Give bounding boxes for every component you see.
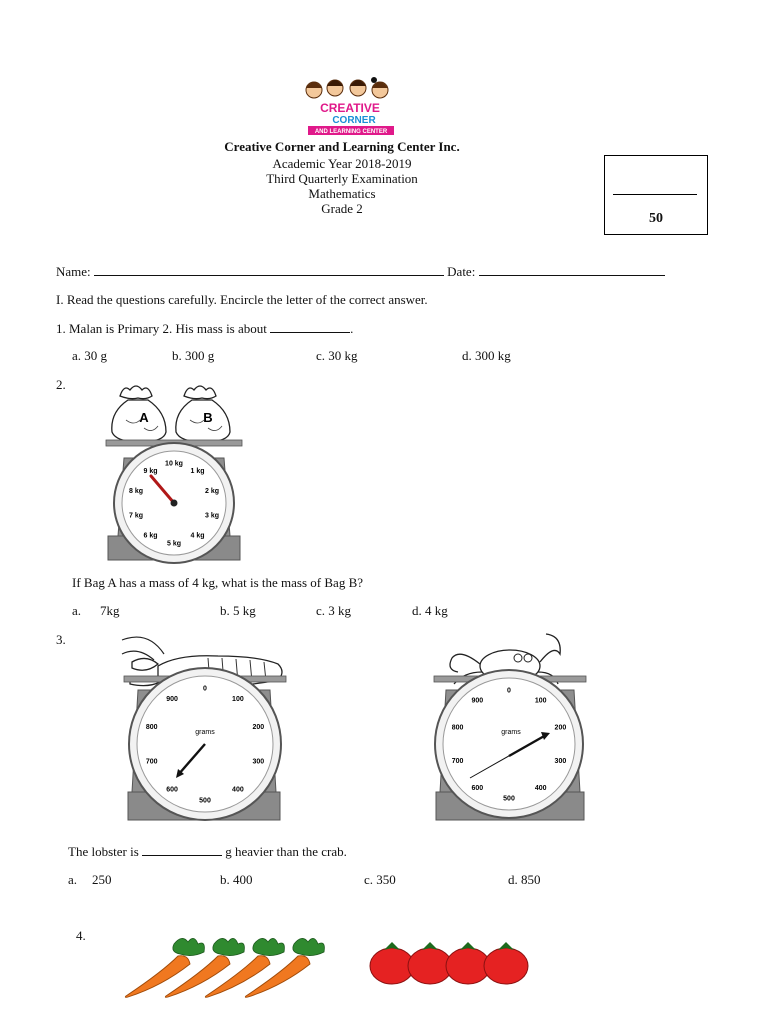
logo-text-creative: CREATIVE bbox=[320, 101, 380, 115]
score-blank-line bbox=[613, 194, 697, 195]
question-4-number: 4. bbox=[76, 928, 86, 943]
logo-text-corner: CORNER bbox=[332, 115, 376, 126]
q2-option-b[interactable]: b. 5 kg bbox=[220, 603, 256, 618]
logo-subtext: AND LEARNING CENTER bbox=[314, 129, 388, 135]
q2-option-c[interactable]: c. 3 kg bbox=[316, 603, 352, 618]
kg-dial-pivot bbox=[171, 500, 178, 507]
subject: Mathematics bbox=[308, 186, 376, 201]
kg-dial-label: 10 kg bbox=[165, 460, 183, 468]
q3-option-c[interactable]: c. 350 bbox=[364, 872, 396, 887]
school-name: Creative Corner and Learning Center Inc. bbox=[224, 139, 460, 154]
kg-dial-label: 1 kg bbox=[190, 468, 205, 475]
gram-dial-label: 0 bbox=[507, 687, 511, 695]
question-3-number: 3. bbox=[56, 632, 66, 647]
q1-option-b[interactable]: b. 300 g bbox=[172, 348, 215, 363]
gram-dial-label: 400 bbox=[232, 786, 244, 794]
gram-dial-label: 500 bbox=[199, 797, 211, 805]
kg-dial-label: 6 kg bbox=[143, 532, 158, 540]
gram-dial-label: 300 bbox=[252, 758, 265, 766]
q3-option-d[interactable]: d. 850 bbox=[508, 872, 541, 887]
kg-dial-label: 8 kg bbox=[128, 488, 144, 495]
gram-dial-label: 600 bbox=[471, 785, 484, 792]
gram-dial-label: 900 bbox=[166, 696, 178, 703]
gram-dial-label: 0 bbox=[203, 685, 207, 693]
bag-b-label: B bbox=[203, 410, 213, 425]
question-1-period: . bbox=[350, 321, 354, 336]
gram-dial-label: 700 bbox=[451, 758, 464, 765]
question-2-number: 2. bbox=[56, 377, 66, 392]
kg-dial-label: 3 kg bbox=[204, 512, 220, 520]
gram-dial-label: 600 bbox=[166, 786, 178, 794]
bag-a-label: A bbox=[139, 410, 149, 425]
kg-dial-label: 2 kg bbox=[204, 488, 220, 495]
gram-dial-label: 700 bbox=[145, 758, 158, 766]
lobster-scale-illustration bbox=[118, 632, 290, 824]
question-3-blank bbox=[142, 843, 222, 856]
q1-option-c[interactable]: c. 30 kg bbox=[316, 348, 358, 363]
date-field[interactable] bbox=[479, 263, 665, 276]
kg-dial-label: 9 kg bbox=[143, 468, 158, 475]
q3-option-b[interactable]: b. 400 bbox=[220, 872, 253, 887]
kg-dial-label: 7 kg bbox=[128, 512, 144, 520]
q2-option-d[interactable]: d. 4 kg bbox=[412, 603, 448, 618]
gram-dial-label: 900 bbox=[471, 697, 484, 705]
school-logo bbox=[300, 76, 400, 138]
gram-dial-label: 100 bbox=[232, 696, 244, 703]
tomato-icon bbox=[484, 942, 528, 984]
kg-dial-label: 5 kg bbox=[166, 540, 182, 548]
question-1 bbox=[56, 320, 353, 337]
q1-option-d[interactable]: d. 300 kg bbox=[462, 348, 511, 363]
gram-dial-label: 200 bbox=[252, 724, 265, 731]
logo-children-icon bbox=[306, 77, 388, 98]
gram-dial-label: 100 bbox=[534, 697, 547, 705]
kg-scale-illustration bbox=[104, 376, 244, 566]
gram-dial-label: 200 bbox=[554, 724, 567, 732]
gram-dial-label: 800 bbox=[145, 724, 158, 731]
question-3-text bbox=[68, 843, 347, 860]
q3-option-a-letter[interactable]: a. bbox=[68, 872, 78, 887]
tomato-icon bbox=[446, 942, 490, 984]
q2-option-a-letter[interactable]: a. bbox=[72, 603, 82, 618]
q1-option-a[interactable]: a. 30 g bbox=[72, 348, 108, 363]
gram-dial-label: 300 bbox=[554, 758, 567, 765]
tomato-icon bbox=[370, 942, 414, 984]
date-label: Date: bbox=[447, 264, 476, 279]
gram-dial-label: 500 bbox=[503, 795, 515, 803]
crab-dial-unit: grams bbox=[501, 729, 521, 736]
exam-title: Third Quarterly Examination bbox=[266, 171, 418, 186]
q2-option-a-value[interactable]: 7kg bbox=[100, 603, 120, 618]
carrot-icon bbox=[125, 938, 204, 997]
question-1-blank bbox=[270, 320, 350, 333]
kg-dial-label: 4 kg bbox=[190, 532, 205, 540]
score-total: 50 bbox=[649, 211, 663, 226]
question-3-text-before: The lobster is bbox=[68, 844, 139, 859]
academic-year: Academic Year 2018-2019 bbox=[272, 156, 412, 171]
question-3-text-after: g heavier than the crab. bbox=[225, 844, 347, 859]
question-1-text: 1. Malan is Primary 2. His mass is about bbox=[56, 321, 267, 336]
carrots-illustration bbox=[122, 936, 332, 1002]
grade: Grade 2 bbox=[321, 201, 363, 216]
question-2-text: If Bag A has a mass of 4 kg, what is the mass of Bag B? bbox=[72, 575, 364, 590]
q3-option-a-value[interactable]: 250 bbox=[92, 872, 112, 887]
gram-dial-label: 400 bbox=[534, 785, 547, 792]
crab-scale-illustration bbox=[430, 628, 590, 824]
tomatoes-illustration bbox=[368, 938, 534, 988]
logo-graphic bbox=[300, 76, 400, 138]
name-label: Name: bbox=[56, 264, 91, 279]
lobster-dial-unit: grams bbox=[195, 729, 215, 736]
name-field[interactable] bbox=[94, 263, 444, 276]
tomato-icon bbox=[408, 942, 452, 984]
name-date-row bbox=[56, 263, 665, 280]
score-box bbox=[604, 155, 708, 235]
instructions: I. Read the questions carefully. Encircle the letter of the correct answer. bbox=[56, 292, 428, 307]
gram-dial-label: 800 bbox=[451, 724, 464, 732]
